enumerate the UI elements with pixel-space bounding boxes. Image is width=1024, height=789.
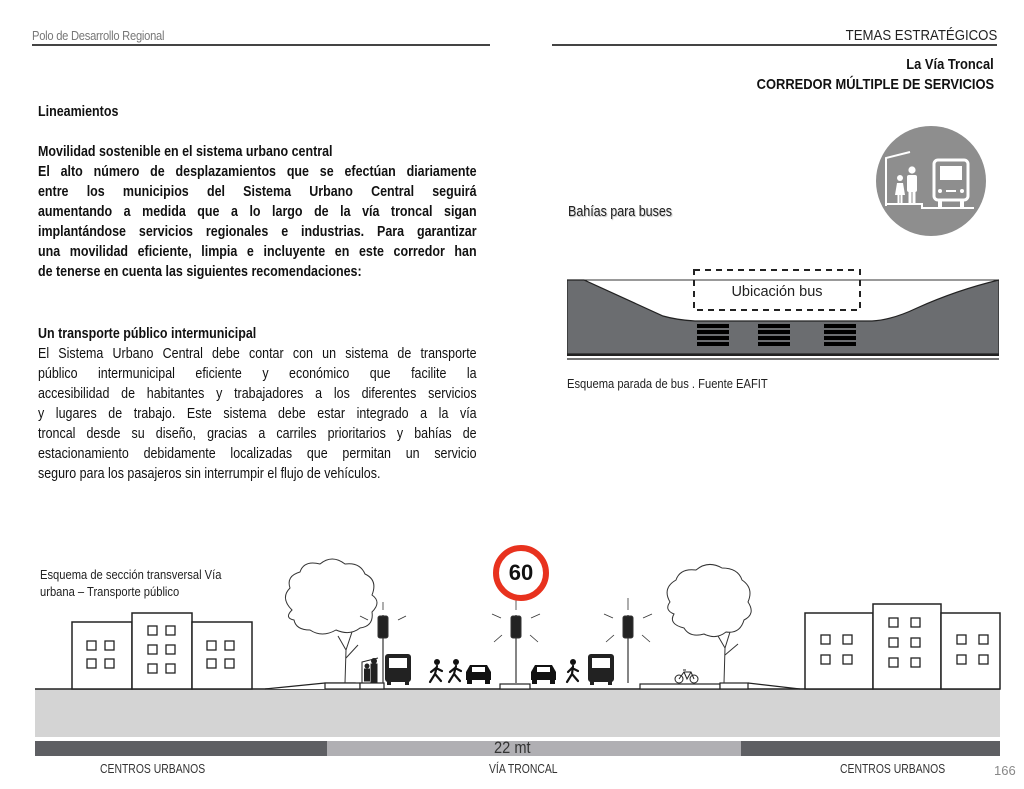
lineamientos-heading [38, 102, 131, 122]
section-caption-line2: urbana – Transporte público [40, 584, 180, 599]
zone-left-label: CENTROS URBANOS [100, 761, 206, 776]
right-buildings [805, 604, 1000, 689]
section-title: La Vía Troncal [906, 56, 994, 73]
bicycle [675, 670, 698, 683]
scale-center-road [327, 741, 741, 756]
section-movilidad-title: Movilidad sostenible en el sistema urbano central [38, 144, 333, 160]
scale-left-urban [35, 741, 327, 756]
bus-location-label: Ubicación bus [731, 284, 823, 300]
car-right [531, 665, 556, 684]
speed-limit-value: 60 [508, 560, 534, 585]
text-line: de tenerse en cuenta las siguientes recomendaciones: [38, 264, 362, 280]
bus-shelter [362, 658, 378, 683]
section-subtitle: CORREDOR MÚLTIPLE DE SERVICIOS [756, 76, 994, 93]
road-width-label: 22 mt [494, 738, 531, 757]
text-line: aumentando a medida que a lo largo de la vía troncal sigan [38, 204, 477, 220]
section-movilidad [38, 142, 548, 282]
bus-bay-caption: Esquema parada de bus . Fuente EAFIT [567, 376, 768, 391]
heading-text: Lineamientos [38, 104, 119, 120]
zone-center-label: VÍA TRONCAL [489, 761, 558, 776]
section-movilidad-body [38, 162, 477, 282]
left-page-header: Polo de Desarrollo Regional [32, 28, 165, 43]
text-line: El Sistema Urbano Central debe contar con un sistema de transporte [38, 346, 477, 362]
scale-right-urban [741, 741, 1000, 756]
bus-bay-title: Bahías para buses [568, 204, 672, 220]
text-line: público intermunicipal eficiente y económico que facilite la [38, 366, 477, 382]
car-left [466, 665, 491, 684]
section-caption-line1: Esquema de sección transversal Vía [40, 567, 222, 582]
bus-left [385, 654, 411, 685]
ground [35, 689, 1000, 737]
section-transporte-title: Un transporte público intermunicipal [38, 326, 257, 342]
text-line: implantándose servicios regionales e industrias. Para garantizar [38, 224, 477, 240]
text-line: troncal desde su diseño, gracias a carriles prioritarios y bahías de [38, 426, 477, 442]
right-header-rule [552, 44, 997, 46]
text-line: El alto número de desplazamientos que se efectúan diariamente [38, 164, 477, 180]
bus-stop-icon [874, 124, 988, 238]
zone-right-label: CENTROS URBANOS [840, 761, 946, 776]
page-number: 166 [994, 763, 1016, 778]
text-line: accesibilidad de habitantes y trabajadores a los diferentes servicios [38, 386, 477, 402]
bus-right [588, 654, 614, 685]
left-tree [285, 559, 377, 683]
right-page-header: TEMAS ESTRATÉGICOS [845, 27, 997, 44]
section-transporte [38, 324, 548, 484]
right-tree [667, 564, 751, 683]
text-line: y lugares de trabajo. Este sistema debe estar integrado a la vía [38, 406, 477, 422]
left-header-rule [32, 44, 490, 46]
text-line: entre los municipios del Sistema Urbano Central seguirá [38, 184, 477, 200]
text-line: estacionamiento debidamente localizadas que permitan un servicio [38, 446, 477, 462]
text-line: seguro para los pasajeros sin interrumpir el flujo de vehículos. [38, 466, 381, 482]
bus-bay-diagram [567, 268, 999, 360]
text-line: una movilidad eficiente, limpia e incluyente en este corredor han [38, 244, 477, 260]
section-transporte-body [38, 344, 477, 484]
left-buildings [72, 613, 252, 689]
